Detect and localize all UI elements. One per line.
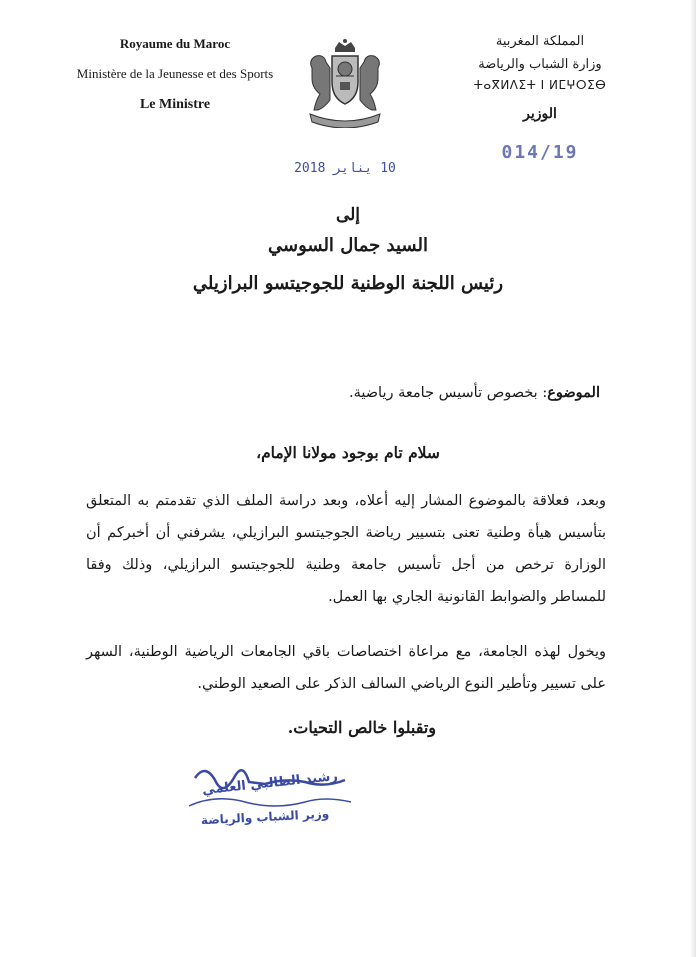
office-fr: Le Ministre [139,97,211,112]
recipient-name: السيد جمال السوسي [268,235,428,256]
body-paragraph-1: وبعد، فعلاقة بالموضوع المشار إليه أعلاه، وبعد دراسة الملف الذي تقدمتم به المتعلق بتأسيس هيأة وطنية تعنى بتسيير رياضة الجوجيتسو البرازيلي، يشرفني أن أخبركم أن الوزارة ترخص من أجل تأسيس جامعة وطنية للجوجيتسو البرازيلي، وذلك وفقا للمساطر والضوابط القانونية الجاري بها العمل. [86,493,606,605]
reference-number: 014/19 [501,142,579,163]
country-ar: المملكة المغربية [495,34,585,49]
subject-line [80,384,600,401]
stamp-name: رشيد الطالبي العلمي [201,768,339,799]
ministry-ar: وزارة الشباب والرياضة [478,57,602,72]
coat-of-arms-icon [302,38,388,128]
signature-scribble-icon [175,758,375,848]
ministry-fr: Ministère de la Jeunesse et des Sports [76,66,274,81]
date-stamp: 10 يناير 2018 [294,161,396,176]
country-fr: Royaume du Maroc [119,36,231,51]
recipient-to: إلى [335,205,361,225]
office-ar: الوزير [523,106,557,122]
page-edge [690,0,696,957]
ministry-tifinagh: ⵜⴰⴳⵍⴷⵉⵜ ⵏ ⵍⵎⵖⵔⵉⴱ [473,78,607,92]
body-paragraph-2: ويخول لهذه الجامعة، مع مراعاة اختصاصات باقي الجامعات الرياضية الوطنية، السهر على تسيير وتأطير النوع الرياضي السالف الذكر على الصعيد الوطني. [86,644,606,692]
subject-text: : بخصوص تأسيس جامعة رياضية. [348,385,548,401]
header-french [60,30,290,113]
stamp-title: وزير الشباب والرياضة [200,806,330,828]
closing-line: وتقبلوا خالص التحيات. [287,718,436,737]
header-arabic [440,30,640,122]
recipient-title: رئيس اللجنة الوطنية للجوجيتسو البرازيلي [192,273,504,294]
salutation: سلام تام بوجود مولانا الإمام، [256,443,440,462]
subject-label: الموضوع [547,384,600,401]
